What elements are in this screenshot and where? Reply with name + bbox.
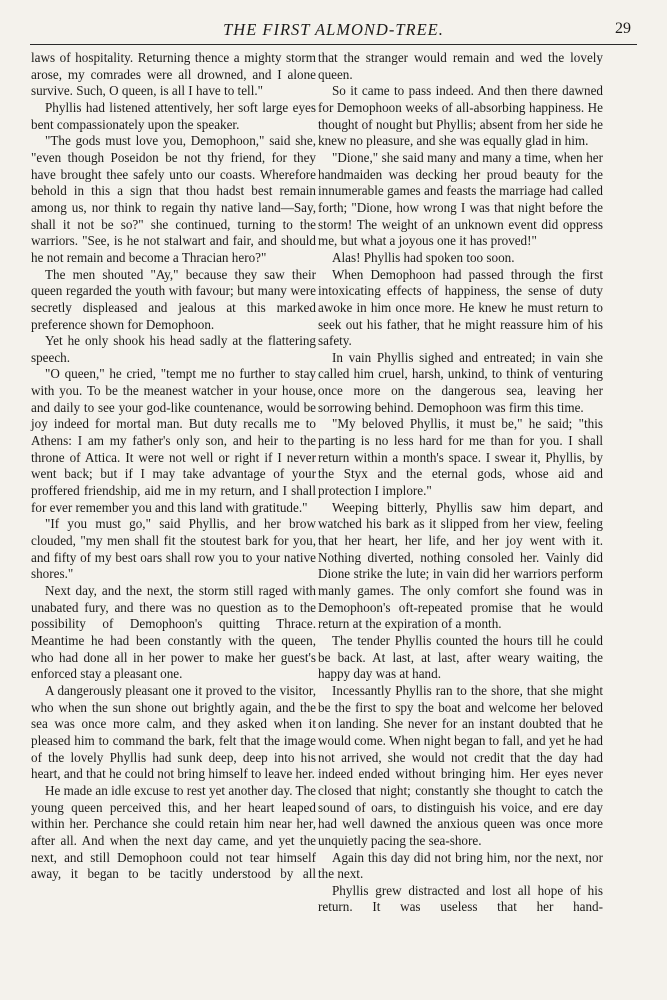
paragraph: laws of hospitality. Returning thence a mighty storm arose, my comrades were all drowned, and I alone survive. Such, O queen, is all I have to tell." [31,50,316,99]
paragraph: that the stranger would remain and wed the lovely queen. [318,50,603,82]
paragraph: Incessantly Phyllis ran to the shore, that she might be the first to spy the boat and welcome her beloved on landing. She never for an instant doubted that he would come. When night began to fall, and yet he had not arrived, she would not credit that the day had indeed ended without bringing him. Her eyes never closed that night; constantly she thought to catch the sound of oars, to distinguish his voice, and ere day had well dawned the anxious queen was once more unquietly pacing the sea-shore. [318,682,603,848]
paragraph: Next day, and the next, the storm still raged with unabated fury, and there was no question as to the possibility of Demophoon's quitting Thrace. Meantime he had been constantly with the queen, who had done all in her power to make her guest's enforced stay a pleasant one. [31,583,316,682]
paragraph: "My beloved Phyllis, it must be," he said; "this parting is no less hard for me than for you. I shall return within a month's space. I swear it, Phyllis, by the Styx and the eternal gods, whose aid and protection I implore." [318,416,603,499]
paragraph: "Dione," she said many and many a time, when her handmaiden was decking her proud beauty for the innumerable games and feasts the marriage had called forth; "Dione, how wrong I was that night before the storm! The weight of an unknown event did oppress me, but what a joyous one it has proved!" [318,149,603,249]
paragraph: The men shouted "Ay," because they saw their queen regarded the youth with favour; but many were secretly displeased and jealous at this marked preference shown for Demophoon. [31,266,316,332]
paragraph: Alas! Phyllis had spoken too soon. [332,249,515,265]
paragraph: He made an idle excuse to rest yet another day. The young queen perceived this, and her heart leaped within her. Perchance she could retain him near her, after all. And when the next day came, and yet the next, and still Demophoon could not tear himself away, it began to be tacitly understood by all [31,782,316,882]
paragraph: So it came to pass indeed. And then there dawned for Demophoon weeks of all-absorbing happiness. He thought of nought but Phyllis; absent from her side he knew no pleasure, and she was equally glad in him. [318,83,603,149]
paragraph: "O queen," he cried, "tempt me no further to stay with you. To be the meanest watcher in your house, and daily to see your god-like countenance, would be joy indeed for mortal man. But duty recalls me to Athens: I am my father's only son, and heir to the throne of Attica. It were not well or right if I never went back; but if I may take advantage of your proffered friendship, aid me in my return, and I shall for ever remember you and this land with gratitude." [31,366,316,515]
paragraph: When Demophoon had passed through the first intoxicating effects of happiness, the sense of duty awoke in him once more. He knew he must return to seek out his father, that he might reassure him of his safety. [318,266,603,349]
page-number: 29 [615,20,631,37]
paragraph: In vain Phyllis sighed and entreated; in vain she called him cruel, harsh, unkind, to think of venturing once more on the dangerous sea, leaving her sorrowing behind. Demophoon was firm this time. [318,349,603,415]
left-column [31,50,316,883]
running-title: THE FIRST ALMOND-TREE. [223,20,444,39]
page-header [30,18,637,45]
paragraph: Phyllis grew distracted and lost all hope of his return. It was useless that her hand- [318,882,603,915]
paragraph: Weeping bitterly, Phyllis saw him depart, and watched his bark as it slipped from her view, feeling that her heart, her life, and her joy went with it. Nothing diverted, nothing consoled her. Vainly did Dione strike the lute; in vain did her warriors perform manly games. The only comfort she found was in Demophoon's oft-repeated promise that he would return at the expiration of a month. [318,499,603,632]
paragraph: "If you must go," said Phyllis, and her brow clouded, "my men shall fit the stoutest bark for you, and fifty of my best oars shall row you to your native shores." [31,516,316,582]
paragraph: Phyllis had listened attentively, her soft large eyes bent compassionately upon the speaker. [31,99,316,132]
paragraph: "The gods must love you, Demophoon," said she, "even though Poseidon be not thy friend, for they have brought thee safely unto our coasts. Wherefore behold in this a sign that thou hadst best remain among us, nor think to regain thy native land—Say, shall it not be so?" she continued, turning to the warriors. "See, is he not stalwart and fair, and should he not remain and become a Thracian hero?" [31,133,316,265]
paragraph: Yet he only shook his head sadly at the flattering speech. [31,333,316,365]
right-column [318,50,603,916]
paragraph: A dangerously pleasant one it proved to the visitor, who when the sun shone out brightly again, and the sea was once more calm, and they asked when it pleased him to command the bark, felt that the image of the lovely Phyllis had sunk deep, deep into his heart, and that he could not bring himself to leave her. [31,682,316,782]
paragraph: Again this day did not bring him, nor the next, nor the next. [318,849,603,882]
paragraph: The tender Phyllis counted the hours till he could be back. At last, at last, after weary waiting, the happy day was at hand. [318,632,603,682]
